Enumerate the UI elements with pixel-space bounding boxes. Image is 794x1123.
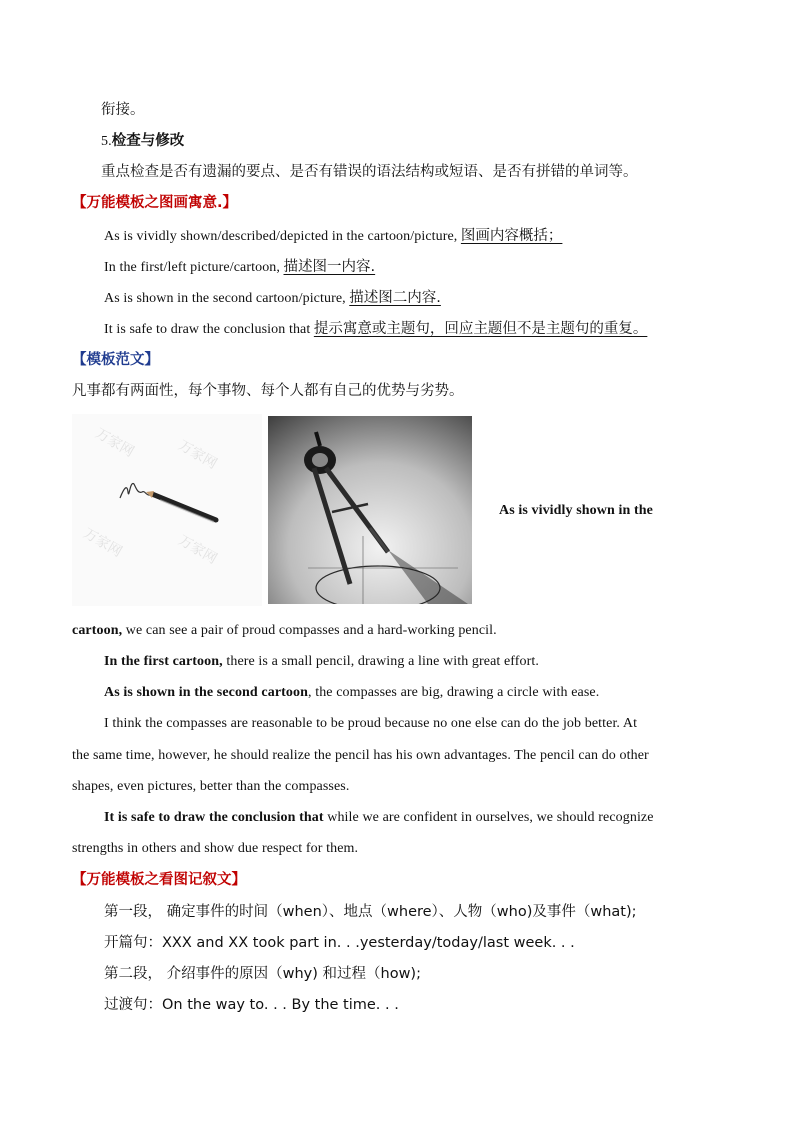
step-5-body: 重点检查是否有遗漏的要点、是否有错误的语法结构或短语、是否有拼错的单词等。 <box>101 164 638 180</box>
compass-image <box>268 416 472 604</box>
text-line-transition: 衔接。 <box>101 102 145 118</box>
sample-intro: 凡事都有两面性，每个事物、每个人都有自己的优势与劣势。 <box>72 383 464 399</box>
template-text: As is vividly shown/described/depicted in the cartoon/picture, <box>104 229 458 244</box>
narr-line-3: 第二段， 介绍事件的原因（why) 和过程（how); <box>104 966 421 982</box>
narr-line-4: 过渡句：On the way to. . . By the time. . . <box>104 997 399 1013</box>
sample-para-4-line-1: I think the compasses are reasonable to be proud because no one else can do the job better. At <box>104 716 638 731</box>
template-line-1 <box>104 226 562 247</box>
para-text: while we are confident in ourselves, we should recognize <box>323 810 654 825</box>
template-text: In the first/left picture/cartoon, <box>104 260 281 275</box>
watermark: 万家网 <box>175 437 220 473</box>
sample-side-text: As is vividly shown in the <box>499 503 653 518</box>
step-title: 检查与修改 <box>111 133 185 149</box>
para-text: , the compasses are big, drawing a circle with ease. <box>308 685 600 700</box>
sample-para-3 <box>104 683 599 703</box>
step-5-heading <box>101 131 184 152</box>
narr-line-2: 开篇句：XXX and XX took part in. . .yesterday/today/last week. . . <box>104 935 575 951</box>
template-text: It is safe to draw the conclusion that <box>104 322 311 337</box>
template-fill: 描述图一内容. <box>283 259 376 275</box>
watermark: 万家网 <box>92 425 137 461</box>
watermark: 万家网 <box>175 532 220 568</box>
sample-heading: 【模板范文】 <box>72 352 159 368</box>
step-number: 5. <box>101 134 112 149</box>
bold-phrase: As is shown in the second cartoon <box>104 685 308 700</box>
pencil-icon <box>72 414 262 606</box>
bold-phrase: cartoon, <box>72 623 123 638</box>
bold-phrase: In the first cartoon, <box>104 654 223 669</box>
template-fill: 图画内容概括； <box>460 228 563 244</box>
sample-para-2 <box>104 652 539 672</box>
sample-para-4-line-2: the same time, however, he should realize the pencil has his own advantages. The pencil can do other <box>72 748 649 763</box>
compass-icon <box>268 416 472 604</box>
sample-para-5-line-2: strengths in others and show due respect for them. <box>72 841 359 856</box>
para-text: we can see a pair of proud compasses and a hard-working pencil. <box>122 623 497 638</box>
sample-para-5 <box>104 808 654 828</box>
template-narr-heading: 【万能模板之看图记叙文】 <box>72 872 246 888</box>
template-fill: 提示寓意或主题句，回应主题但不是主题句的重复。 <box>313 321 648 337</box>
sample-para-1 <box>72 621 497 641</box>
bold-phrase: It is safe to draw the conclusion that <box>104 810 324 825</box>
template-line-3 <box>104 288 441 309</box>
template-text: As is shown in the second cartoon/picture, <box>104 291 346 306</box>
template-line-4 <box>104 319 647 340</box>
template-fill: 描述图二内容. <box>349 290 441 306</box>
para-text: there is a small pencil, drawing a line with great effort. <box>222 654 540 669</box>
narr-line-1: 第一段， 确定事件的时间（when）、地点（where）、人物（who)及事件（what); <box>104 904 637 920</box>
sample-para-4-line-3: shapes, even pictures, better than the compasses. <box>72 779 350 794</box>
watermark: 万家网 <box>80 525 125 561</box>
template-pic-heading: 【万能模板之图画寓意.】 <box>72 195 238 211</box>
pencil-image <box>72 414 262 606</box>
template-line-2 <box>104 257 375 278</box>
